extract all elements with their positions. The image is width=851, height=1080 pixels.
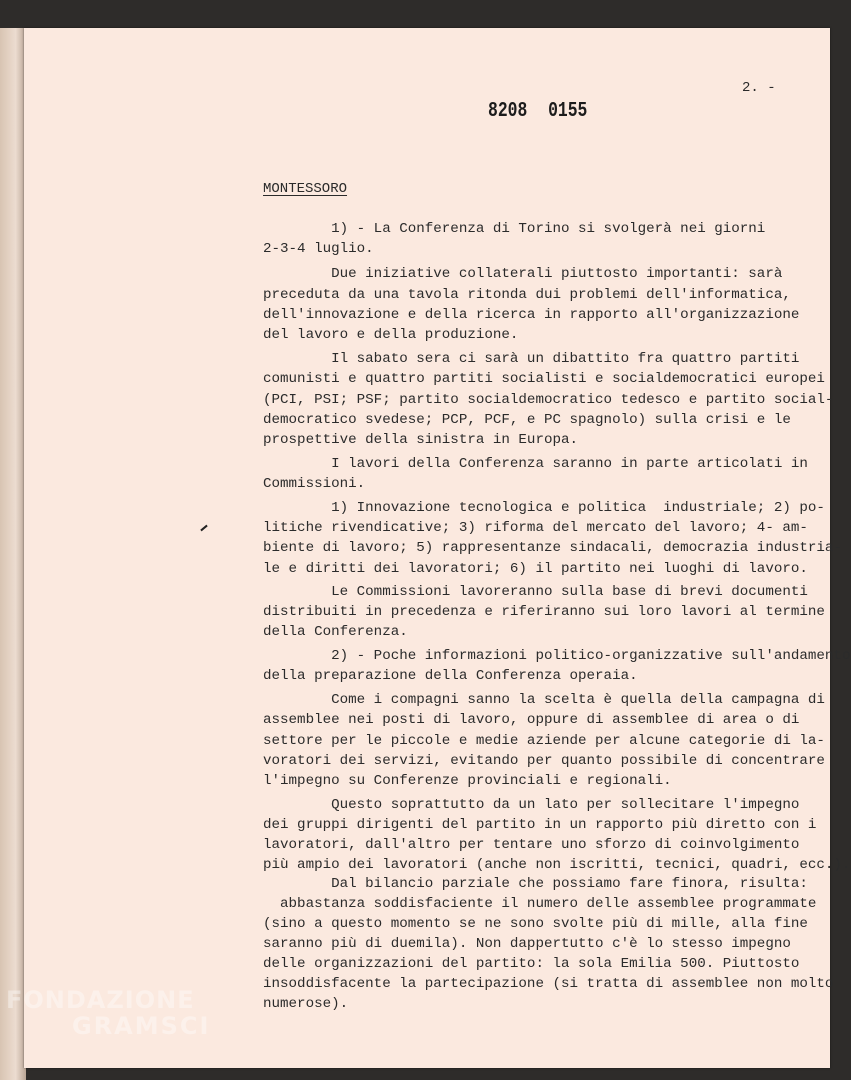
text-line: I lavori della Conferenza saranno in parte articolati in bbox=[263, 456, 808, 472]
text-line: abbastanza soddisfaciente il numero delle assemblee programmate bbox=[263, 896, 817, 912]
text-line: settore per le piccole e medie aziende per alcune categorie di la- bbox=[263, 733, 825, 749]
text-line: Commissioni. bbox=[263, 476, 366, 492]
text-line: numerose). bbox=[263, 996, 349, 1012]
text-line: del lavoro e della produzione. bbox=[263, 327, 519, 343]
text-line: 2) - Poche informazioni politico-organizzative sull'andamento bbox=[263, 648, 851, 664]
previous-page-edge bbox=[0, 28, 26, 1080]
text-line: assemblee nei posti di lavoro, oppure di assemblee di area o di bbox=[263, 712, 800, 728]
text-line: della preparazione della Conferenza operaia. bbox=[263, 668, 638, 684]
text-line: della Conferenza. bbox=[263, 624, 408, 640]
text-line: le e diritti dei lavoratori; 6) il partito nei luoghi di lavoro. bbox=[263, 561, 808, 577]
text-line: Il sabato sera ci sarà un dibattito fra quattro partiti bbox=[263, 351, 800, 367]
text-line: (sino a questo momento se ne sono svolte più di mille, alla fine bbox=[263, 916, 808, 932]
watermark-logo bbox=[6, 988, 210, 1038]
text-line: democratico svedese; PCP, PCF, e PC spagnolo) sulla crisi e le bbox=[263, 412, 791, 428]
page-number: 2. - bbox=[742, 80, 776, 96]
text-line: litiche rivendicative; 3) riforma del mercato del lavoro; 4- am- bbox=[263, 520, 808, 536]
watermark-line-1: FONDAZIONE bbox=[6, 986, 195, 1014]
text-line: distribuiti in precedenza e riferiranno sui loro lavori al termine bbox=[263, 604, 825, 620]
text-line: (PCI, PSI; PSF; partito socialdemocratico tedesco e partito social- bbox=[263, 392, 834, 408]
text-line: preceduta da una tavola ritonda dui problemi dell'informatica, bbox=[263, 287, 791, 303]
text-line: Le Commissioni lavoreranno sulla base di brevi documenti bbox=[263, 584, 808, 600]
text-line: lavoratori, dall'altro per tentare uno sforzo di coinvolgimento bbox=[263, 837, 800, 853]
text-line: 1) Innovazione tecnologica e politica industriale; 2) po- bbox=[263, 500, 825, 516]
archive-stamp: 8208 0155 bbox=[488, 100, 588, 123]
text-line: dei gruppi dirigenti del partito in un rapporto più diretto con i bbox=[263, 817, 817, 833]
text-line: dell'innovazione e della ricerca in rapporto all'organizzazione bbox=[263, 307, 800, 323]
text-line: Come i compagni sanno la scelta è quella della campagna di bbox=[263, 692, 825, 708]
text-line: insoddisfacente la partecipazione (si tratta di assemblee non molto bbox=[263, 976, 834, 992]
text-line: 1) - La Conferenza di Torino si svolgerà nei giorni bbox=[263, 221, 766, 237]
text-line: delle organizzazioni del partito: la sola Emilia 500. Piuttosto bbox=[263, 956, 800, 972]
section-title: MONTESSORO bbox=[263, 181, 348, 197]
text-line: comunisti e quattro partiti socialisti e socialdemocratici europei bbox=[263, 371, 825, 387]
text-line: saranno più di duemila). Non dappertutto c'è lo stesso impegno bbox=[263, 936, 791, 952]
text-line: l'impegno su Conferenze provinciali e regionali. bbox=[263, 773, 672, 789]
text-line: Dal bilancio parziale che possiamo fare finora, risulta: bbox=[263, 876, 808, 892]
watermark-line-2: GRAMSCI bbox=[72, 1012, 211, 1040]
text-line: voratori dei servizi, evitando per quanto possibile di concentrare bbox=[263, 753, 825, 769]
text-line: più ampio dei lavoratori (anche non iscritti, tecnici, quadri, ecc.). bbox=[263, 857, 851, 873]
text-line: biente di lavoro; 5) rappresentanze sindacali, democrazia industria- bbox=[263, 540, 842, 556]
text-line: 2-3-4 luglio. bbox=[263, 241, 374, 257]
text-line: Due iniziative collaterali piuttosto importanti: sarà bbox=[263, 266, 783, 282]
text-line: prospettive della sinistra in Europa. bbox=[263, 432, 579, 448]
text-line: Questo soprattutto da un lato per sollecitare l'impegno bbox=[263, 797, 800, 813]
